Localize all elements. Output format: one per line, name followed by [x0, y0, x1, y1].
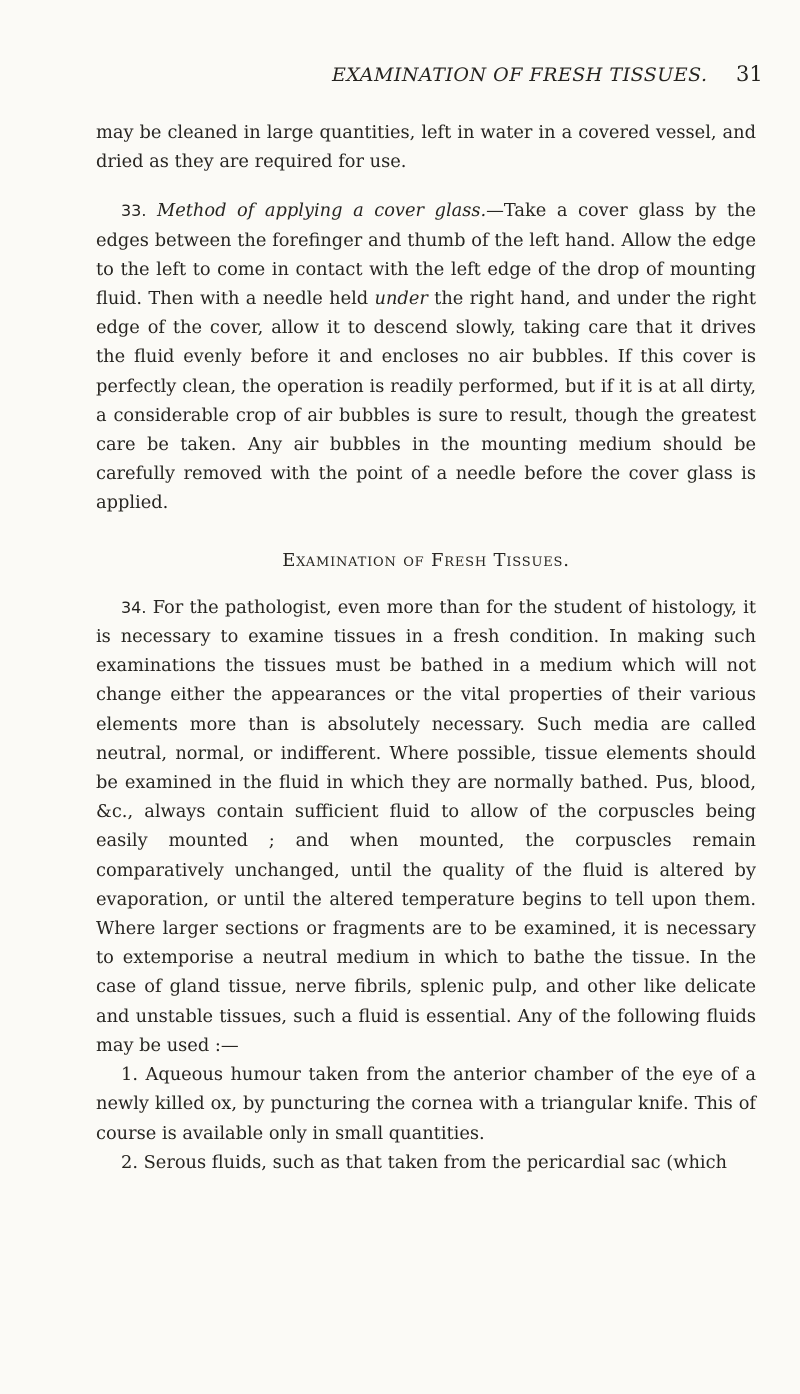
- running-title: EXAMINATION OF FRESH TISSUES.: [332, 64, 708, 86]
- list-item-1: 1. Aqueous humour taken from the anterior chamber of the eye of a newly killed ox, by puncturing the cornea with a triangular knife. This of course is available only in small quantities.: [96, 1064, 756, 1144]
- section-33-text-1: —Take a cover glass by the edges between the forefinger and thumb of the left hand. Allow the edge to the left to come in contact with the left edge of the drop of mounting fluid. Then with a needle held: [96, 200, 756, 310]
- continued-paragraph: may be cleaned in large quantities, left in water in a covered vessel, and dried as they are required for use.: [96, 122, 756, 173]
- section-33-number: 33.: [121, 201, 147, 221]
- section-34-paragraph: [96, 593, 756, 1060]
- section-33-paragraph: [96, 196, 756, 517]
- section-heading: Examination of Fresh Tissues.: [282, 549, 570, 571]
- page-number: 31: [736, 62, 763, 86]
- section-34-text: For the pathologist, even more than for the student of histology, it is necessary to examine tissues in a fresh condition. In making such examinations the tissues must be bathed in a medium which will not change either the appearances or the vital properties of their various elements more than is absolutely necessary. Such media are called neutral, normal, or indifferent. Where possible, tissue elements should be examined in the fluid in which they are normally bathed. Pus, blood, &c., always contain sufficient fluid to allow of the corpuscles being easily mounted ; and when mounted, the corpuscles remain comparatively unchanged, until the quality of the fluid is altered by evaporation, or until the altered temperature begins to tell upon them. Where larger sections or fragments are to be examined, it is necessary to extemporise a neutral medium in which to bathe the tissue. In the case of gland tissue, nerve fibrils, splenic pulp, and other like delicate and unstable tissues, such a fluid is essential. Any of the following fluids may be used :—: [96, 596, 756, 1056]
- section-34-number: 34.: [121, 597, 147, 617]
- body-text: [96, 118, 756, 1177]
- paragraph-gap: [96, 518, 756, 538]
- paragraph-gap: [96, 176, 756, 196]
- running-head: [96, 62, 763, 92]
- section-33-emphasis: under: [374, 288, 428, 310]
- list-item-2: 2. Serous fluids, such as that taken from the pericardial sac (which: [121, 1151, 728, 1173]
- section-33-text-2: the right hand, and under the right edge of the cover, allow it to descend slowly, taking care that it drives the fluid evenly before it and encloses no air bubbles. If this cover is perfectly clean, the operation is readily performed, but if it is at all dirty, a considerable crop of air bubbles is sure to result, though the greatest care be taken. Any air bubbles in the mounting medium should be carefully removed with the point of a needle before the cover glass is applied.: [96, 288, 756, 514]
- section-33-title: Method of applying a cover glass.: [157, 200, 487, 222]
